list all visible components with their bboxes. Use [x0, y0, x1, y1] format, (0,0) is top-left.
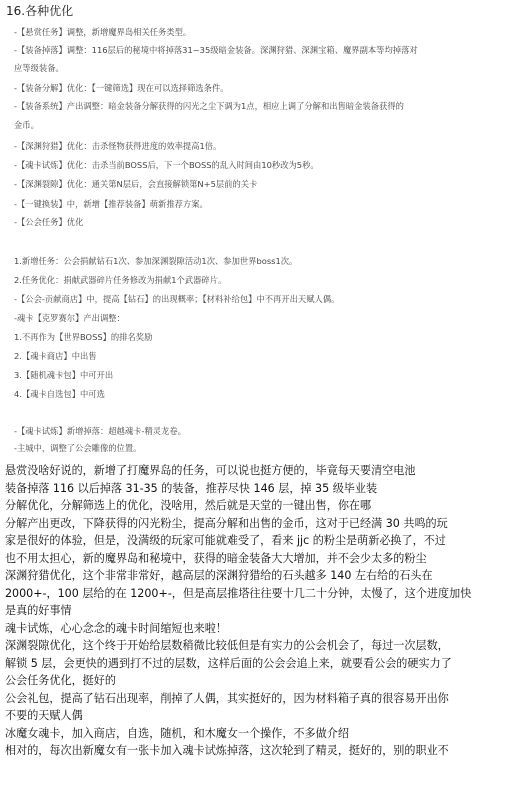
note-line: 应等级装备。	[14, 63, 64, 73]
section-title: 16.各种优化	[6, 4, 74, 18]
note-line: 1.新增任务：公会捐献钻石1次、参加深渊裂隙活动1次、参加世界boss1次。	[14, 256, 298, 266]
comment-line: 深渊裂隙优化，这个终于开始给层数稍微比较低但是有实力的公会机会了，每过一次层数，	[5, 639, 449, 652]
note-line: 3.【随机魂卡包】中可开出	[14, 370, 114, 380]
note-line: 金币。	[14, 120, 39, 130]
comment-line: 相对的，每次出新魔女有一张卡加入魂卡试炼掉落，这次轮到了精灵，挺好的，别的职业不	[5, 744, 449, 757]
note-line: 1.不再作为【世界BOSS】的排名奖励	[14, 332, 153, 342]
comment-line: 分解产出更改，下降获得的闪光粉尘，提高分解和出售的金币，这对于已经满 30 共鸣的玩	[5, 516, 448, 530]
comment-line: 冰魔女魂卡，加入商店，自选，随机，和木魔女一个操作，不多做介绍	[5, 726, 349, 740]
comment-line: 解锁 5 层，会更快的遇到打不过的层数，这样后面的公会会追上来，就要看公会的硬实力了	[5, 656, 452, 670]
note-line: -【悬赏任务】调整，新增魔界岛相关任务类型。	[14, 27, 192, 37]
note-line: -【魂卡试炼】优化：击杀当前BOSS后，下一个BOSS的乱入时间由10秒改为5秒。	[14, 160, 319, 170]
commentary	[5, 462, 527, 760]
note-line: -【深渊狩猎】优化：击杀怪物获得进度的效率提高1倍。	[14, 141, 222, 151]
comment-line: 装备掉落 116 以后掉落 31-35 的装备，推荐尽快 146 层，掉 35 级毕业装	[5, 481, 378, 495]
comment-line: 公会任务优化，挺好的	[5, 674, 116, 687]
note-line: 2.【魂卡商店】中出售	[14, 351, 97, 361]
comment-line: 是真的好事情	[5, 604, 72, 617]
comment-line: 公会礼包，提高了钻石出现率，削掉了人偶，其实挺好的，因为材料箱子真的很容易开出你	[5, 691, 449, 705]
comment-line: 也不用太担心，新的魔界岛和秘境中，获得的暗金装备大大增加，并不会少太多的粉尘	[5, 551, 427, 565]
comment-line: 魂卡试炼，心心念念的魂卡时间缩短也来啦！	[5, 621, 227, 635]
note-line: 4.【魂卡自选包】中可选	[14, 389, 105, 399]
comment-line: 分解优化，分解筛选上的优化，没啥用，然后就是天堂的一键出售，你在哪	[5, 499, 372, 512]
note-line: -魂卡【克罗赛尔】产出调整：	[14, 313, 125, 323]
comment-line: 深渊狩猎优化，这个非常非常好，越高层的深渊狩猎给的石头越多 140 左右给的石头在	[5, 569, 433, 582]
note-line: -【公会任务】优化	[14, 217, 84, 227]
note-line: 2.任务优化：捐献武器碎片任务修改为捐献1个武器碎片。	[14, 275, 227, 285]
note-line: -【装备分解】优化：【一键筛选】现在可以选择筛选条件。	[14, 83, 229, 93]
note-line: -【装备系统】产出调整：暗金装备分解获得的闪光之尘下调为1点，相应上调了分解和出售暗金装备获得的	[14, 101, 404, 111]
note-line: -【深渊裂隙】优化：通关第N层后，会直接解锁第N+5层前的关卡	[14, 179, 258, 189]
note-line: -【一键换装】中，新增【推荐装备】萌新推荐方案。	[14, 199, 208, 209]
comment-line: 家是很好的体验，但是，没满级的玩家可能就难受了，看来 jjc 的粉尘是萌新必换了，不过	[5, 534, 446, 547]
note-line: -【装备掉落】调整：116层后的秘境中将掉落31~35级暗金装备。深渊狩猎、深渊宝箱、魔界副本等均掉落对	[14, 45, 418, 55]
comment-line: 不要的天赋人偶	[5, 709, 83, 722]
note-line: -【公会-贡献商店】中，提高【钻石】的出现概率；【材料补给包】中不再开出天赋人偶。	[14, 294, 340, 304]
note-line: -【魂卡试炼】新增掉落：超越魂卡-精灵龙卷。	[14, 426, 186, 436]
comment-line: 2000+-，100 层给的在 1200+-，但是高层推塔往往要十几二十分钟，太慢了，这个进度加快	[5, 586, 472, 600]
note-line: -主城中，调整了公会雕像的位置。	[14, 443, 142, 453]
comment-line: 悬赏没啥好说的，新增了打魔界岛的任务，可以说也挺方便的，毕竟每天要清空电池	[5, 464, 416, 477]
